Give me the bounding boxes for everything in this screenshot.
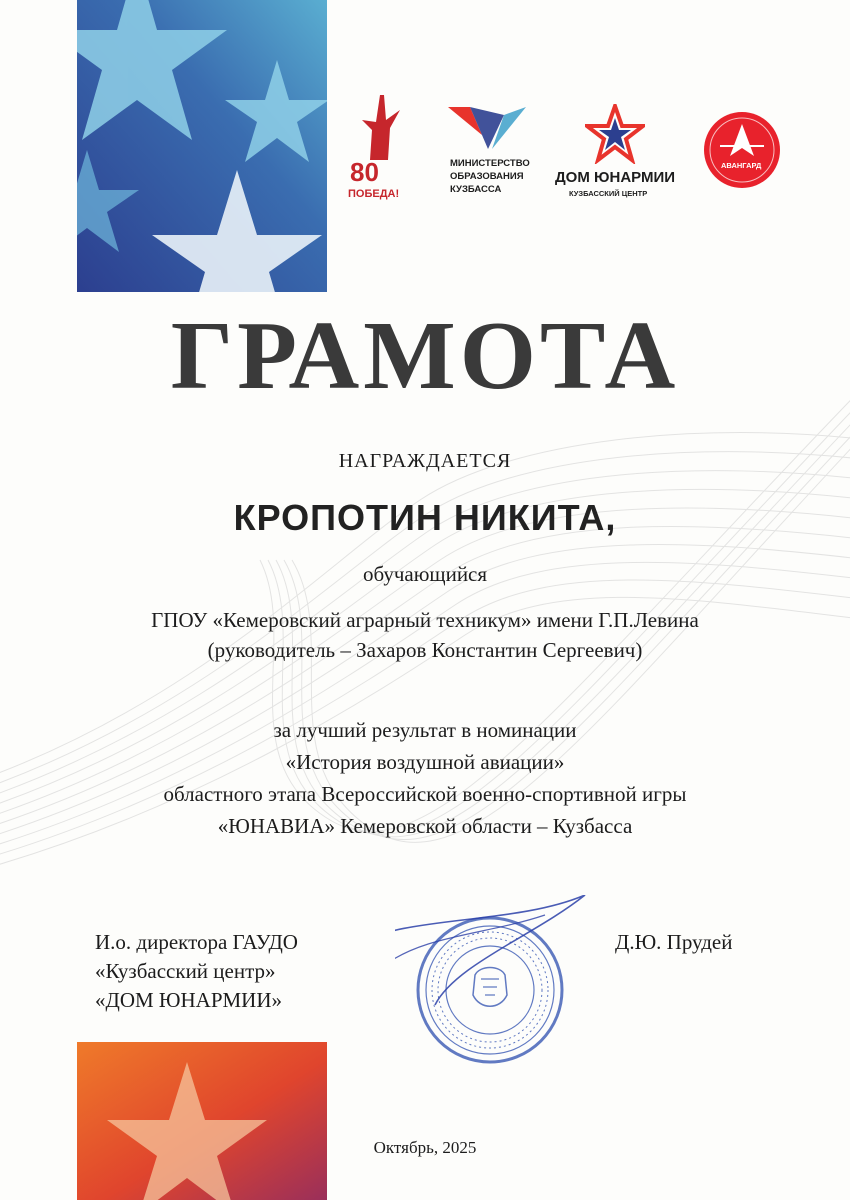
ministry-emblem-icon [448, 105, 528, 151]
dom-title: ДОМ ЮНАРМИИ [555, 169, 676, 186]
logos-row [340, 90, 810, 220]
dom-yunarmii-logo [555, 104, 680, 209]
awarded-label: НАГРАЖДАЕТСЯ [338, 450, 512, 472]
position-line-3: «ДОМ ЮНАРМИИ» [95, 988, 283, 1012]
victory-text: ПОБЕДА! [348, 188, 400, 200]
position-line-1: И.о. директора ГАУДО [95, 930, 298, 954]
official-stamp-icon [395, 895, 595, 1075]
star-pattern-icon [77, 0, 327, 292]
signer-name: Д.Ю. Прудей [615, 930, 733, 954]
ministry-logo [448, 105, 538, 210]
recipient-name: КРОПОТИН НИКИТА, [233, 497, 617, 538]
top-decor-block [77, 0, 327, 292]
ministry-line3: КУЗБАССА [450, 184, 502, 195]
ministry-line1: МИНИСТЕРСТВО [450, 158, 530, 169]
reason-line-1: за лучший результат в номинации [273, 718, 577, 742]
certificate-title: ГРАМОТА [170, 302, 680, 410]
bottom-decor-block [77, 1042, 327, 1200]
avangard-text: АВАНГАРД [721, 161, 762, 170]
signatory-position [95, 928, 298, 1015]
reason-line-3: областного этапа Всероссийской военно-спортивной игры [163, 782, 687, 806]
issue-date: Октябрь, 2025 [373, 1138, 477, 1157]
institution-name: ГПОУ «Кемеровский аграрный техникум» имени Г.П.Левина [151, 608, 699, 632]
yunarmia-star-icon [585, 104, 645, 164]
supervisor-name: (руководитель – Захаров Константин Сергеевич) [207, 638, 643, 662]
ministry-line2: ОБРАЗОВАНИЯ [450, 171, 524, 182]
dom-sub: КУЗБАССКИЙ ЦЕНТР [569, 189, 648, 198]
star-pattern-icon [77, 1042, 327, 1200]
victory-logo [340, 90, 415, 210]
reason-line-2: «История воздушной авиации» [285, 750, 565, 774]
victory-number: 80 [350, 157, 379, 187]
avangard-emblem-icon [702, 110, 782, 190]
avangard-logo [702, 110, 782, 190]
recipient-status: обучающийся [362, 562, 488, 586]
position-line-2: «Кузбасский центр» [95, 959, 276, 983]
reason-line-4: «ЮНАВИА» Кемеровской области – Кузбасса [217, 814, 633, 838]
